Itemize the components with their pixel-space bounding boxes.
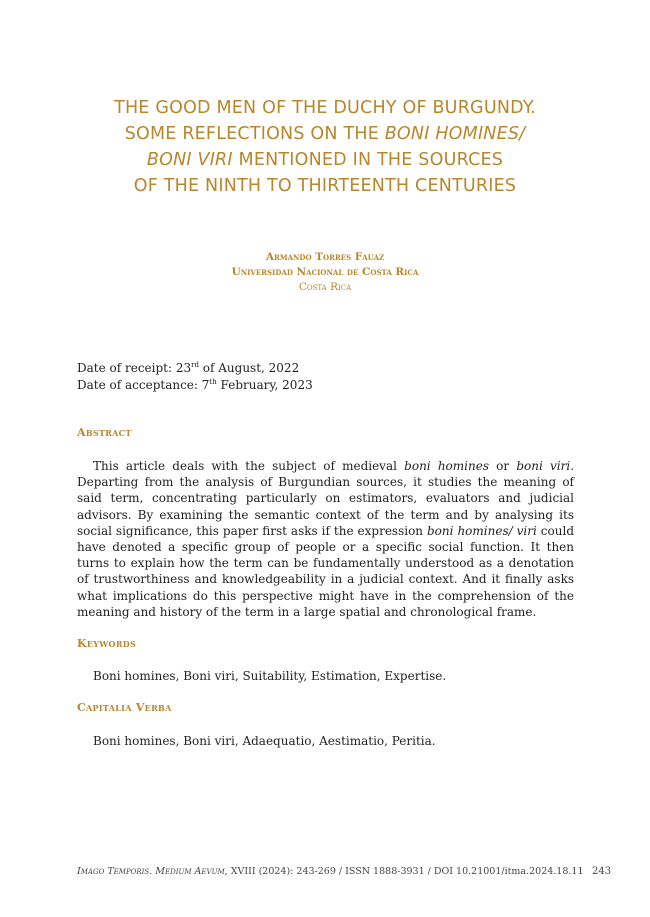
title-line-2-italic: BONI HOMINES/ xyxy=(384,124,526,144)
author-name: Armando Torres Fauaz xyxy=(265,251,385,263)
receipt-rest: of August, 2022 xyxy=(198,361,300,375)
title-line-3-text: MENTIONED IN THE SOURCES xyxy=(232,150,504,170)
title-line-2-text: SOME REFLECTIONS ON THE xyxy=(124,124,385,144)
title-line-4: OF THE NINTH TO THIRTEENTH CENTURIES xyxy=(133,176,517,196)
journal-name: Imago Temporis. Medium Aevum xyxy=(77,866,225,877)
author-block xyxy=(0,250,650,295)
keywords-text: Boni homines, Boni viri, Suitability, Estimation, Expertise. xyxy=(93,669,447,683)
submission-dates xyxy=(77,360,313,394)
abstract-term-3: boni homines/ viri xyxy=(427,523,537,538)
abstract-part-4: could have denoted a specific group of people or a specific social function. It then turns to explain how the term can be fundamentally understood as a denotation of trustworthiness and knowledgeability in a judicial context. And it finally asks what implications do this perspective might have in the comprehension of the meaning and history of the term in a large spatial and chronological frame. xyxy=(77,523,574,619)
acceptance-label: Date of acceptance: 7 xyxy=(77,378,210,392)
author-country: Costa Rica xyxy=(298,281,352,293)
title-line-2 xyxy=(40,121,610,147)
abstract-body xyxy=(77,458,574,620)
abstract-term-2: boni viri xyxy=(516,459,571,473)
author-affiliation: Universidad Nacional de Costa Rica xyxy=(231,266,419,278)
title-line-3-italic: BONI VIRI xyxy=(146,150,233,170)
date-of-acceptance xyxy=(77,377,313,394)
acceptance-ordinal: th xyxy=(209,378,217,386)
page-footer xyxy=(77,866,612,877)
acceptance-rest: February, 2023 xyxy=(216,378,313,392)
article-title xyxy=(40,95,610,199)
receipt-label: Date of receipt: 23 xyxy=(77,361,192,375)
title-line-1: THE GOOD MEN OF THE DUCHY OF BURGUNDY. xyxy=(114,98,536,118)
receipt-ordinal: rd xyxy=(191,361,199,369)
abstract-heading: Abstract xyxy=(77,426,132,439)
keywords-heading: Keywords xyxy=(77,637,137,650)
abstract-term-1: boni homines xyxy=(404,459,489,473)
title-line-3 xyxy=(40,147,610,173)
journal-citation: , XVIII (2024): 243-269 / ISSN 1888-3931 / DOI 10.21001/itma.2024.18.11 xyxy=(224,866,584,877)
page-number: 243 xyxy=(592,866,612,877)
capitalia-verba-heading: Capitalia Verba xyxy=(77,701,172,714)
date-of-receipt xyxy=(77,360,313,377)
abstract-part-1: This article deals with the subject of medieval xyxy=(93,459,405,473)
abstract-part-2: or xyxy=(488,459,517,473)
abstract-part-3: . Departing from the analysis of Burgundian sources, it studies the meaning of said term, concentrating particularly on estimators, evaluators and judicial advisors. By examining the semantic context of the term and by analysing its social significance, this paper first asks if the expression xyxy=(77,459,575,538)
capitalia-verba-text: Boni homines, Boni viri, Adaequatio, Aestimatio, Peritia. xyxy=(93,734,436,748)
